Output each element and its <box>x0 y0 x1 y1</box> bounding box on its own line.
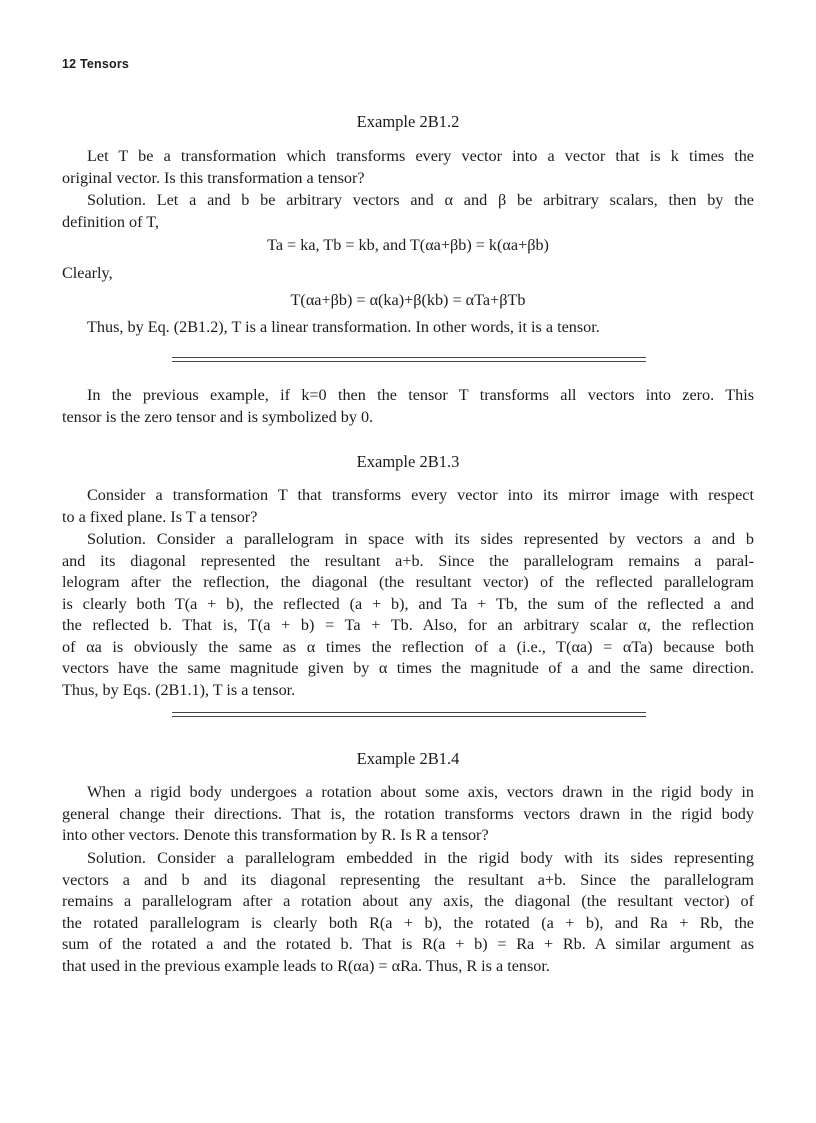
section-divider <box>172 357 646 362</box>
example-title-2b1-2: Example 2B1.2 <box>356 112 460 131</box>
text-line: When a rigid body undergoes a rotation about some axis, vectors drawn in the rigid body in <box>87 783 754 801</box>
text-line: Thus, by Eqs. (2B1.1), T is a tensor. <box>62 680 296 699</box>
text-line: remains a parallelogram after a rotation about any axis, the diagonal (the resultant vector) of <box>62 892 754 910</box>
text-line: general change their directions. That is, the rotation transforms vectors drawn in the rigid body <box>62 804 754 823</box>
text-line: In the previous example, if k=0 then the tensor T transforms all vectors into zero. This <box>87 386 754 404</box>
text-line: original vector. Is this transformation a tensor? <box>62 168 365 187</box>
example-2b1-2-question <box>62 146 754 189</box>
text-line: the rotated parallelogram is clearly both R(a + b), the rotated (a + b), and Ra + Rb, the <box>62 913 754 932</box>
text-line: the reflected b. That is, T(a + b) = Ta + Tb. Also, for an arbitrary scalar α, the reflection <box>62 616 754 634</box>
text-line: that used in the previous example leads to R(αa) = αRa. Thus, R is a tensor. <box>62 956 550 975</box>
example-title-2b1-4: Example 2B1.4 <box>356 749 460 768</box>
text-line: Solution. Consider a parallelogram embedded in the rigid body with its sides representing <box>87 849 754 867</box>
text-line: into other vectors. Denote this transformation by R. Is R a tensor? <box>62 826 489 844</box>
text-line: definition of T, <box>62 212 159 231</box>
example-2b1-4-solution <box>62 848 754 977</box>
text-line: Consider a transformation T that transforms every vector into its mirror image with respect <box>87 486 754 504</box>
example-2b1-3-solution <box>62 529 754 701</box>
text-line: and its diagonal represented the resultant a+b. Since the parallelogram remains a paral- <box>62 551 754 570</box>
text-line: tensor is the zero tensor and is symbolized by 0. <box>62 407 374 426</box>
example-2b1-2-conclusion: Thus, by Eq. (2B1.2), T is a linear transformation. In other words, it is a tensor. <box>87 318 600 336</box>
equation-1: Ta = ka, Tb = kb, and T(αa+βb) = k(αa+βb) <box>267 236 549 254</box>
example-2b1-2-solution <box>62 190 754 233</box>
section-divider <box>172 712 646 717</box>
text-line: is clearly both T(a + b), the reflected (a + b), and Ta + Tb, the sum of the reflected a and <box>62 594 754 613</box>
example-2b1-4-question <box>62 782 754 847</box>
text-line: sum of the rotated a and the rotated b. That is R(a + b) = Ra + Rb. A similar argument as <box>62 935 754 953</box>
zero-tensor-note <box>62 385 754 428</box>
text-line: Let T be a transformation which transforms every vector into a vector that is k times the <box>87 147 754 165</box>
text-line: vectors have the same magnitude given by α times the magnitude of a and the same direction. <box>62 659 754 677</box>
text-line: Solution. Let a and b be arbitrary vectors and α and β be arbitrary scalars, then by the <box>87 191 754 209</box>
text-line: vectors a and b and its diagonal representing the resultant a+b. Since the parallelogram <box>62 870 754 889</box>
text-line: of αa is obviously the same as α times the reflection of a (i.e., T(αa) = αTa) because both <box>62 637 754 656</box>
text-line: lelogram after the reflection, the diagonal (the resultant vector) of the reflected parallelogram <box>62 573 754 591</box>
example-title-2b1-3: Example 2B1.3 <box>356 452 460 471</box>
equation-2: T(αa+βb) = α(ka)+β(kb) = αTa+βTb <box>290 291 526 309</box>
text-line: to a fixed plane. Is T a tensor? <box>62 507 258 526</box>
text-line: Solution. Consider a parallelogram in space with its sides represented by vectors a and b <box>87 530 754 548</box>
running-head: 12 Tensors <box>62 57 130 71</box>
example-2b1-3-question <box>62 485 754 528</box>
clearly-text: Clearly, <box>62 264 113 282</box>
